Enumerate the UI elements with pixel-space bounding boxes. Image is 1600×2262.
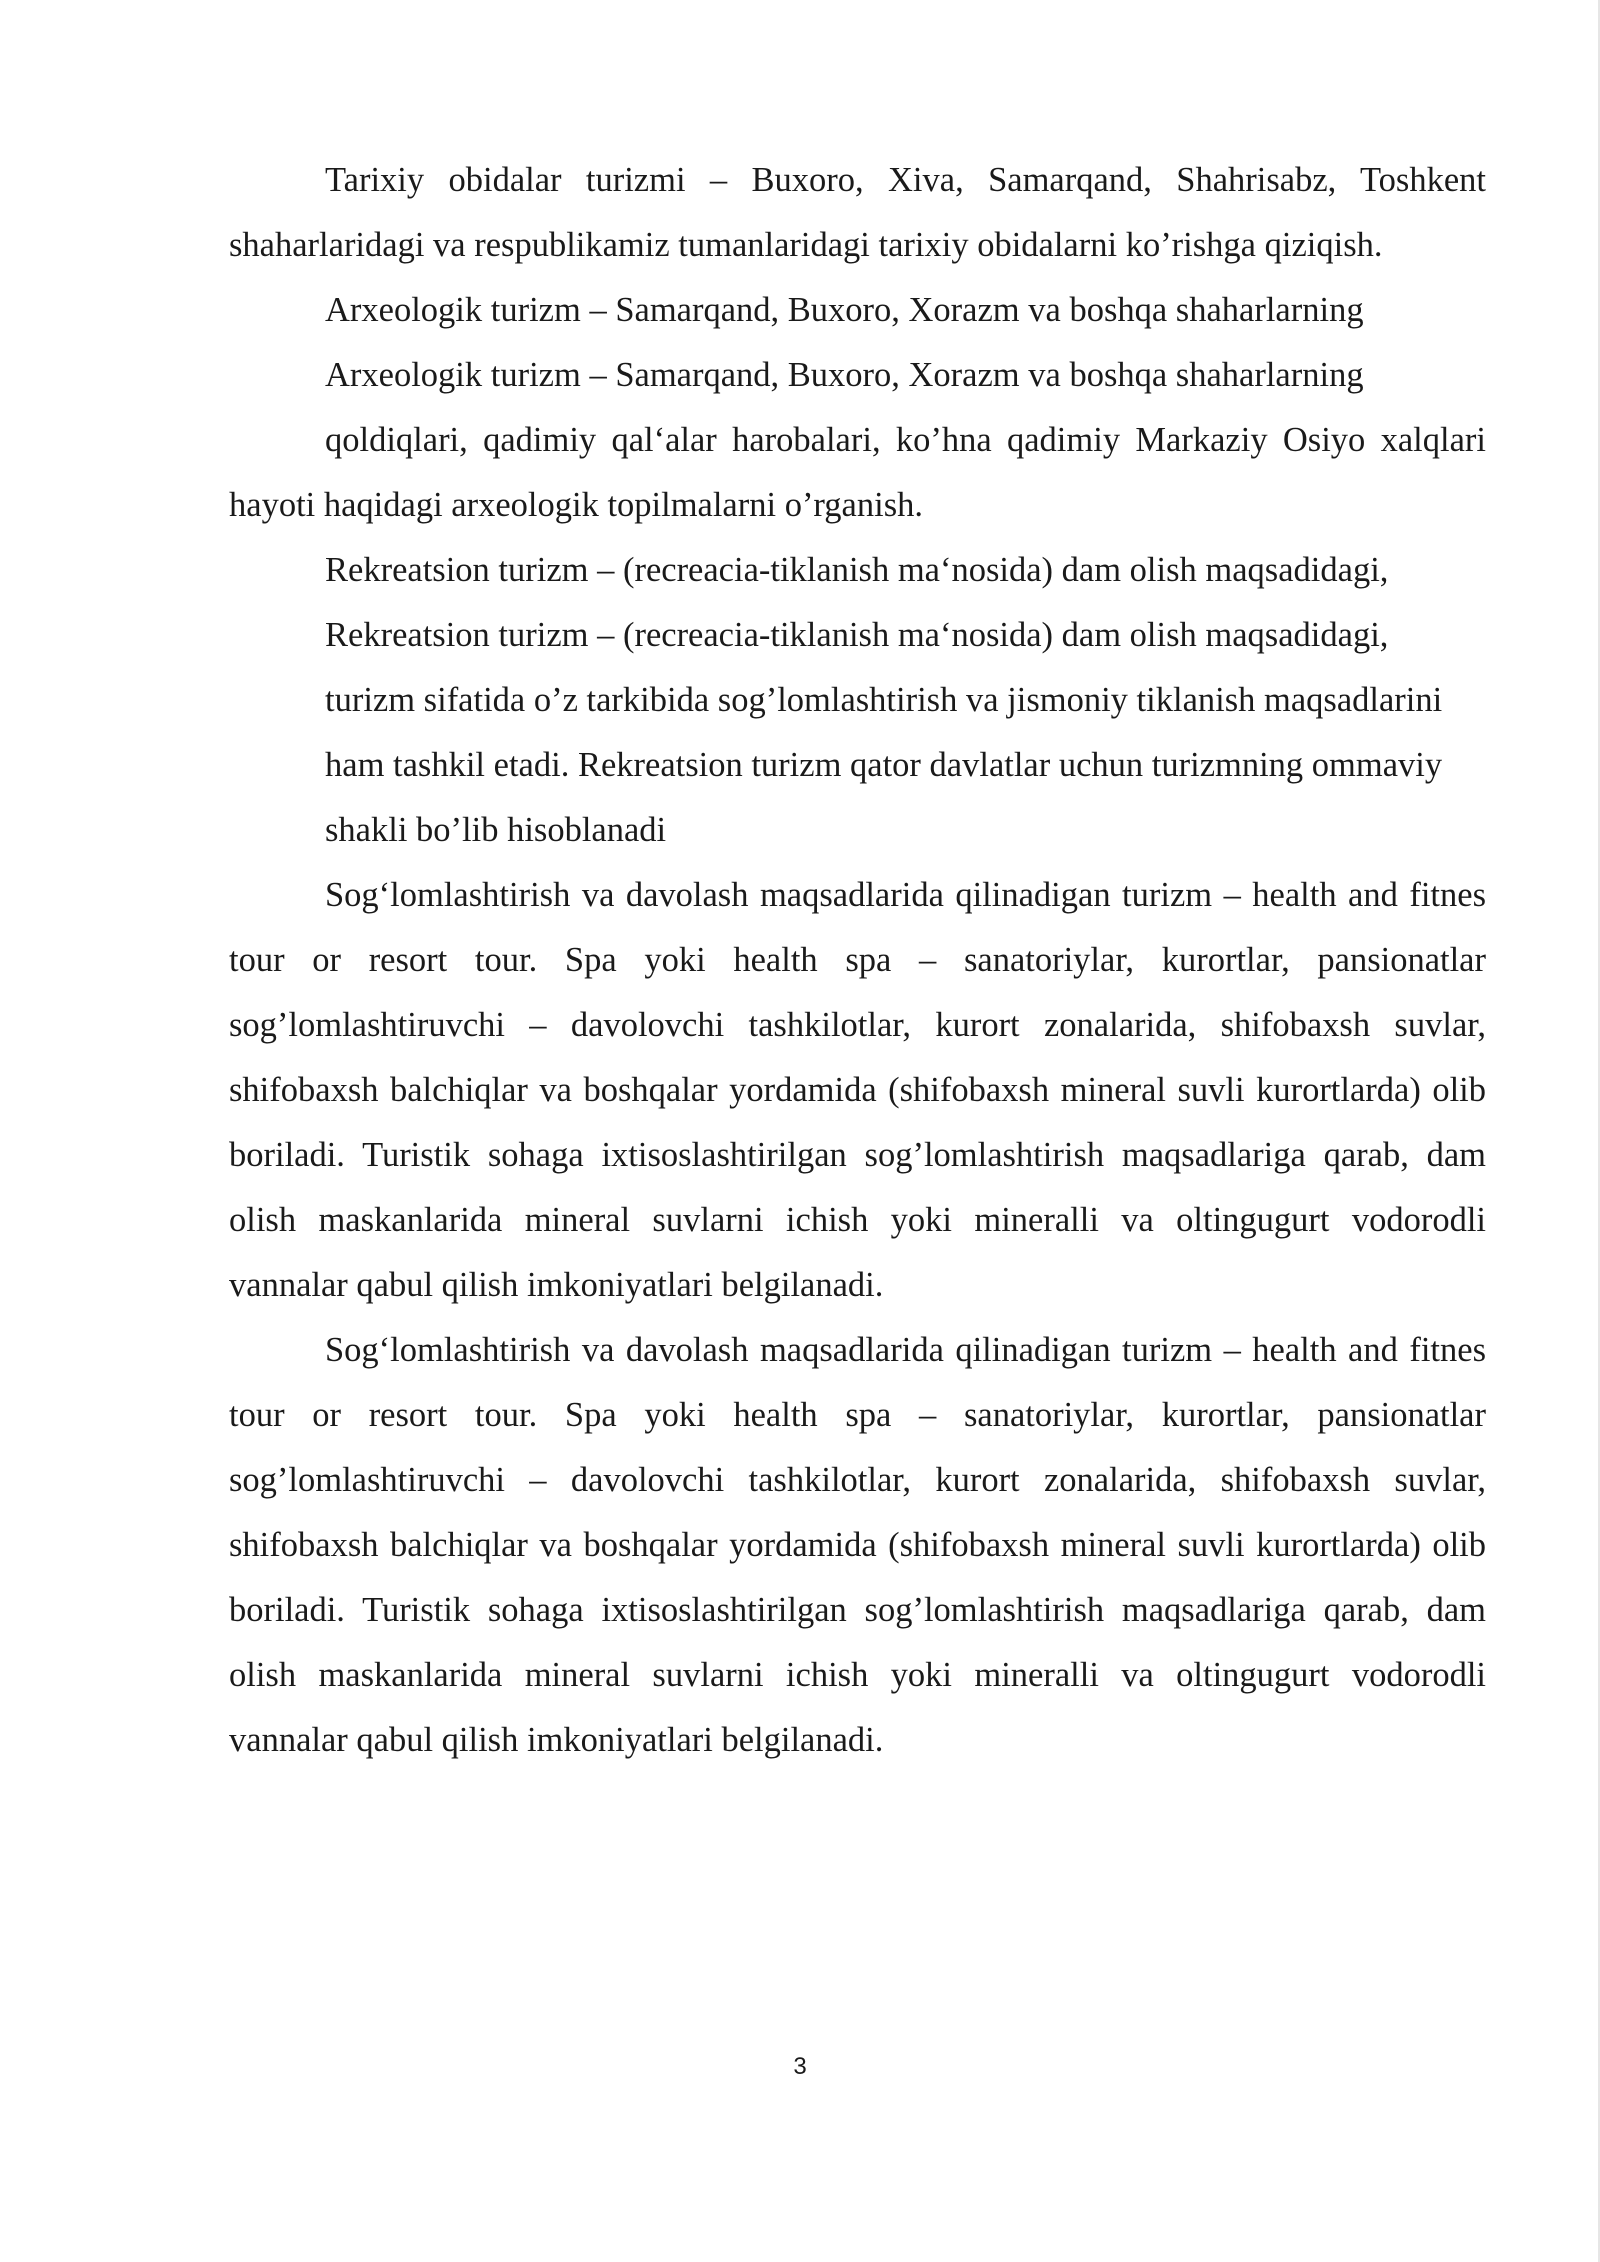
paragraph-health-tourism-repeat: Sog‘lomlashtirish va davolash maqsadlarida qilinadigan turizm – health and fitnes tour or resort tour. Spa yoki health spa – sanatoriylar, kurortlar, pansionatlar sog’lomlashtiruvchi – davolovchi tashkilotlar, kurort zonalarida, shifobaxsh suvlar, shifobaxsh balchiqlar va boshqalar yordamida (shifobaxsh mineral suvli kurortlarda) olib boriladi. Turistik sohaga ixtisoslashtirilgan sog’lomlashtirish maqsadlariga qarab, dam olish maskanlarida mineral suvlarni ichish yoki mineralli va oltingugurt vodorodli vannalar qabul qilish imkoniyatlari belgilanadi. — [229, 1331, 1486, 1759]
paragraph-recreational-tourism-goals: turizm sifatida o’z tarkibida sog’lomlashtirish va jismoniy tiklanish maqsadlarini — [325, 681, 1443, 719]
paragraph-health-tourism: Sog‘lomlashtirish va davolash maqsadlarida qilinadigan turizm – health and fitnes tour or resort tour. Spa yoki health spa – sanatoriylar, kurortlar, pansionatlar sog’lomlashtiruvchi – davolovchi tashkilotlar, kurort zonalarida, shifobaxsh suvlar, shifobaxsh balchiqlar va boshqalar yordamida (shifobaxsh mineral suvli kurortlarda) olib boriladi. Turistik sohaga ixtisoslashtirilgan sog’lomlashtirish maqsadlariga qarab, dam olish maskanlarida mineral suvlarni ichish yoki mineralli va oltingugurt vodorodli vannalar qabul qilish imkoniyatlari belgilanadi. — [229, 876, 1486, 1304]
paragraph-recreational-tourism-form: shakli bo’lib hisoblanadi — [325, 811, 667, 849]
paragraph-archaeological-tourism-body: qoldiqlari, qadimiy qal‘alar harobalari, ko’hna qadimiy Markaziy Osiyo xalqlari hayoti haqidagi arxeologik topilmalarni o’rganish. — [229, 421, 1486, 524]
paragraph-archaeological-tourism-heading-repeat: Arxeologik turizm – Samarqand, Buxoro, Xorazm va boshqa shaharlarning — [325, 356, 1364, 394]
document-body — [229, 148, 1486, 1773]
page-number: 3 — [793, 2053, 807, 2080]
paragraph-archaeological-tourism-heading: Arxeologik turizm – Samarqand, Buxoro, Xorazm va boshqa shaharlarning — [325, 291, 1364, 329]
paragraph-recreational-tourism-heading-repeat: Rekreatsion turizm – (recreacia-tiklanish ma‘nosida) dam olish maqsadidagi, — [325, 616, 1389, 654]
paragraph-historical-tourism: Tarixiy obidalar turizmi – Buxoro, Xiva, Samarqand, Shahrisabz, Toshkent shaharlaridagi va respublikamiz tumanlaridagi tarixiy obidalarni ko’rishga qiziqish. — [229, 161, 1486, 264]
paragraph-recreational-tourism-heading: Rekreatsion turizm – (recreacia-tiklanish ma‘nosida) dam olish maqsadidagi, — [325, 551, 1389, 589]
paragraph-recreational-tourism-mass: ham tashkil etadi. Rekreatsion turizm qator davlatlar uchun turizmning ommaviy — [325, 746, 1443, 784]
